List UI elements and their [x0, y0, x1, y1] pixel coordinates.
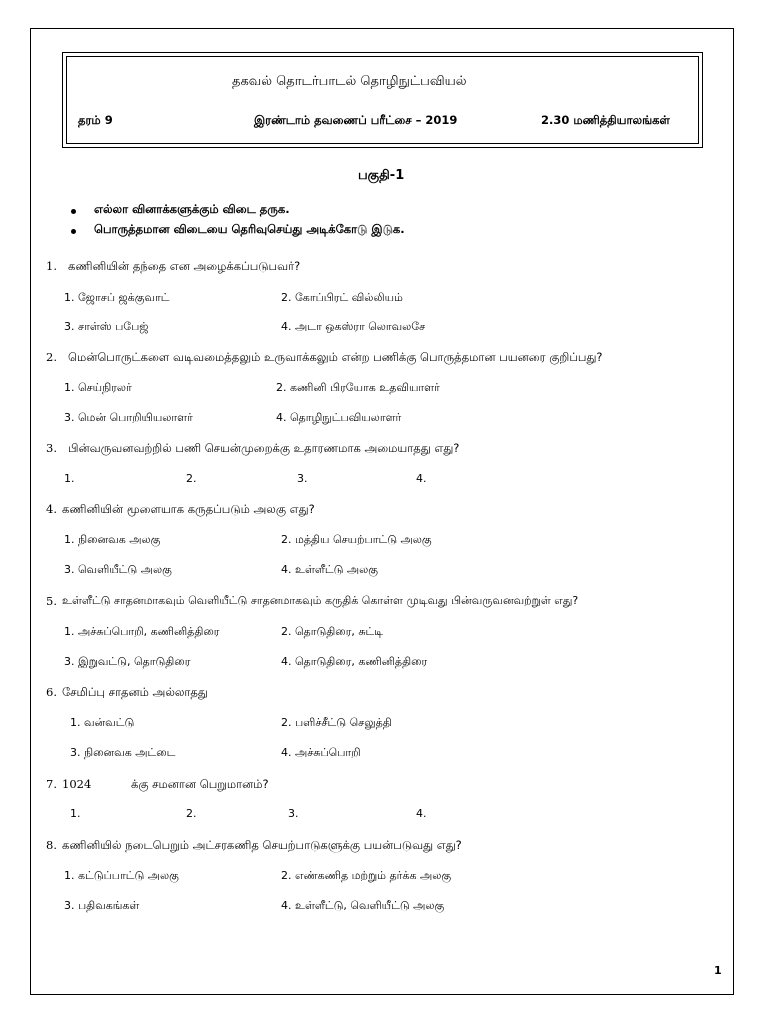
- option-1: 1.: [64, 472, 75, 485]
- question-number: 2.: [46, 350, 57, 364]
- bullet-icon: [71, 229, 76, 234]
- question-number: 4.: [46, 502, 57, 516]
- option-1: 1. ஜோசப் ஜக்குவாட்: [64, 291, 170, 304]
- option-2: 2. கோப்பிரட் வில்லியம்: [281, 291, 403, 304]
- option-4: 4. தொடுதிரை, கணினித்திரை: [281, 655, 428, 668]
- grade-label: தரம் 9: [78, 113, 113, 127]
- question-text: சேமிப்பு சாதனம் அல்லாதது: [62, 685, 208, 699]
- option-1: 1. செய்நிரலர்: [64, 381, 132, 394]
- question-number: 1.: [46, 259, 57, 273]
- part-title: பகுதி-1: [358, 168, 405, 183]
- question-number: 7.: [46, 777, 57, 791]
- option-1: 1. நினைவக அலகு: [64, 533, 161, 546]
- option-4: 4. அச்சுப்பொறி: [281, 746, 361, 759]
- duration-label: 2.30 மணித்தியாலங்கள்: [541, 113, 670, 127]
- option-1: 1.: [70, 807, 81, 820]
- question-text: பின்வருவனவற்றில் பணி செயன்முறைக்கு உதாரணமாக அமையாதது எது?: [68, 441, 460, 455]
- page-number: 1: [714, 964, 722, 977]
- option-4: 4. உள்ளீட்டு, வெளியீட்டு அலகு: [281, 899, 445, 912]
- option-2: 2. கணினி பிரயோக உதவியாளர்: [276, 381, 440, 394]
- option-4: 4.: [416, 472, 427, 485]
- option-2: 2.: [186, 807, 197, 820]
- question-text: க்கு சமனான பெறுமானம்?: [131, 777, 269, 791]
- question-text: உள்ளீட்டு சாதனமாகவும் வெளியீட்டு சாதனமாகவும் கருதிக் கொள்ள முடிவது பின்வருவனவற்றுள் எது?: [62, 594, 579, 607]
- option-2: 2. பளிச்சீட்டு செலுத்தி: [281, 716, 392, 729]
- question-number: 3.: [46, 441, 57, 455]
- instruction-1: எல்லா வினாக்களுக்கும் விடை தருக.: [94, 202, 290, 216]
- option-2: 2. எண்கணித மற்றும் தர்க்க அலகு: [281, 869, 452, 882]
- question-number: 8.: [46, 838, 57, 852]
- option-2: 2. தொடுதிரை, சுட்டி: [281, 625, 384, 638]
- option-4: 4.: [416, 807, 427, 820]
- option-1: 1. வன்வட்டு: [70, 716, 135, 729]
- option-1: 1. அச்சுப்பொறி, கணினித்திரை: [64, 625, 220, 638]
- bullet-icon: [71, 209, 76, 214]
- question-text: மென்பொருட்களை வடிவமைத்தலும் உருவாக்கலும் என்ற பணிக்கு பொருத்தமான பயனரை குறிப்பது?: [68, 350, 603, 364]
- option-3: 3. இறுவட்டு, தொடுதிரை: [64, 655, 191, 668]
- option-4: 4. உள்ளீட்டு அலகு: [281, 563, 378, 576]
- question-number: 6.: [46, 685, 57, 699]
- question-text: கணினியின் மூளையாக கருதப்படும் அலகு எது?: [62, 502, 315, 516]
- option-4: 4. அடா ஒகஸ்ரா லொவலசே: [281, 320, 426, 333]
- option-2: 2.: [186, 472, 197, 485]
- option-3: 3. சாள்ஸ் பபேஜ்: [64, 320, 149, 333]
- option-3: 3.: [288, 807, 299, 820]
- option-4: 4. தொழிநுட்பவியலாளர்: [276, 411, 402, 424]
- option-3: 3. வெளியீட்டு அலகு: [64, 563, 172, 576]
- question-value: 1024: [62, 777, 92, 791]
- instruction-2: பொருத்தமான விடையை தெரிவுசெய்து அடிக்கோடு இடுக.: [94, 222, 405, 236]
- question-text: கணினியின் தந்தை என அழைக்கப்படுபவர்?: [68, 259, 301, 273]
- option-1: 1. கட்டுப்பாட்டு அலகு: [64, 869, 179, 882]
- header-inner-border: [66, 56, 699, 144]
- option-3: 3. பதிவகங்கள்: [64, 899, 140, 912]
- exam-label: இரண்டாம் தவணைப் பரீட்சை – 2019: [254, 113, 458, 127]
- option-3: 3. மென் பொறியியலாளர்: [64, 411, 193, 424]
- option-3: 3.: [297, 472, 308, 485]
- option-2: 2. மத்திய செயற்பாட்டு அலகு: [281, 533, 432, 546]
- question-number: 5.: [46, 594, 57, 608]
- question-text: கணினியில் நடைபெறும் அட்சரகணித செயற்பாடுகளுக்கு பயன்படுவது எது?: [62, 838, 462, 852]
- option-3: 3. நினைவக அட்டை: [70, 746, 176, 759]
- subject-title: தகவல் தொடர்பாடல் தொழிநுட்பவியல்: [232, 74, 467, 89]
